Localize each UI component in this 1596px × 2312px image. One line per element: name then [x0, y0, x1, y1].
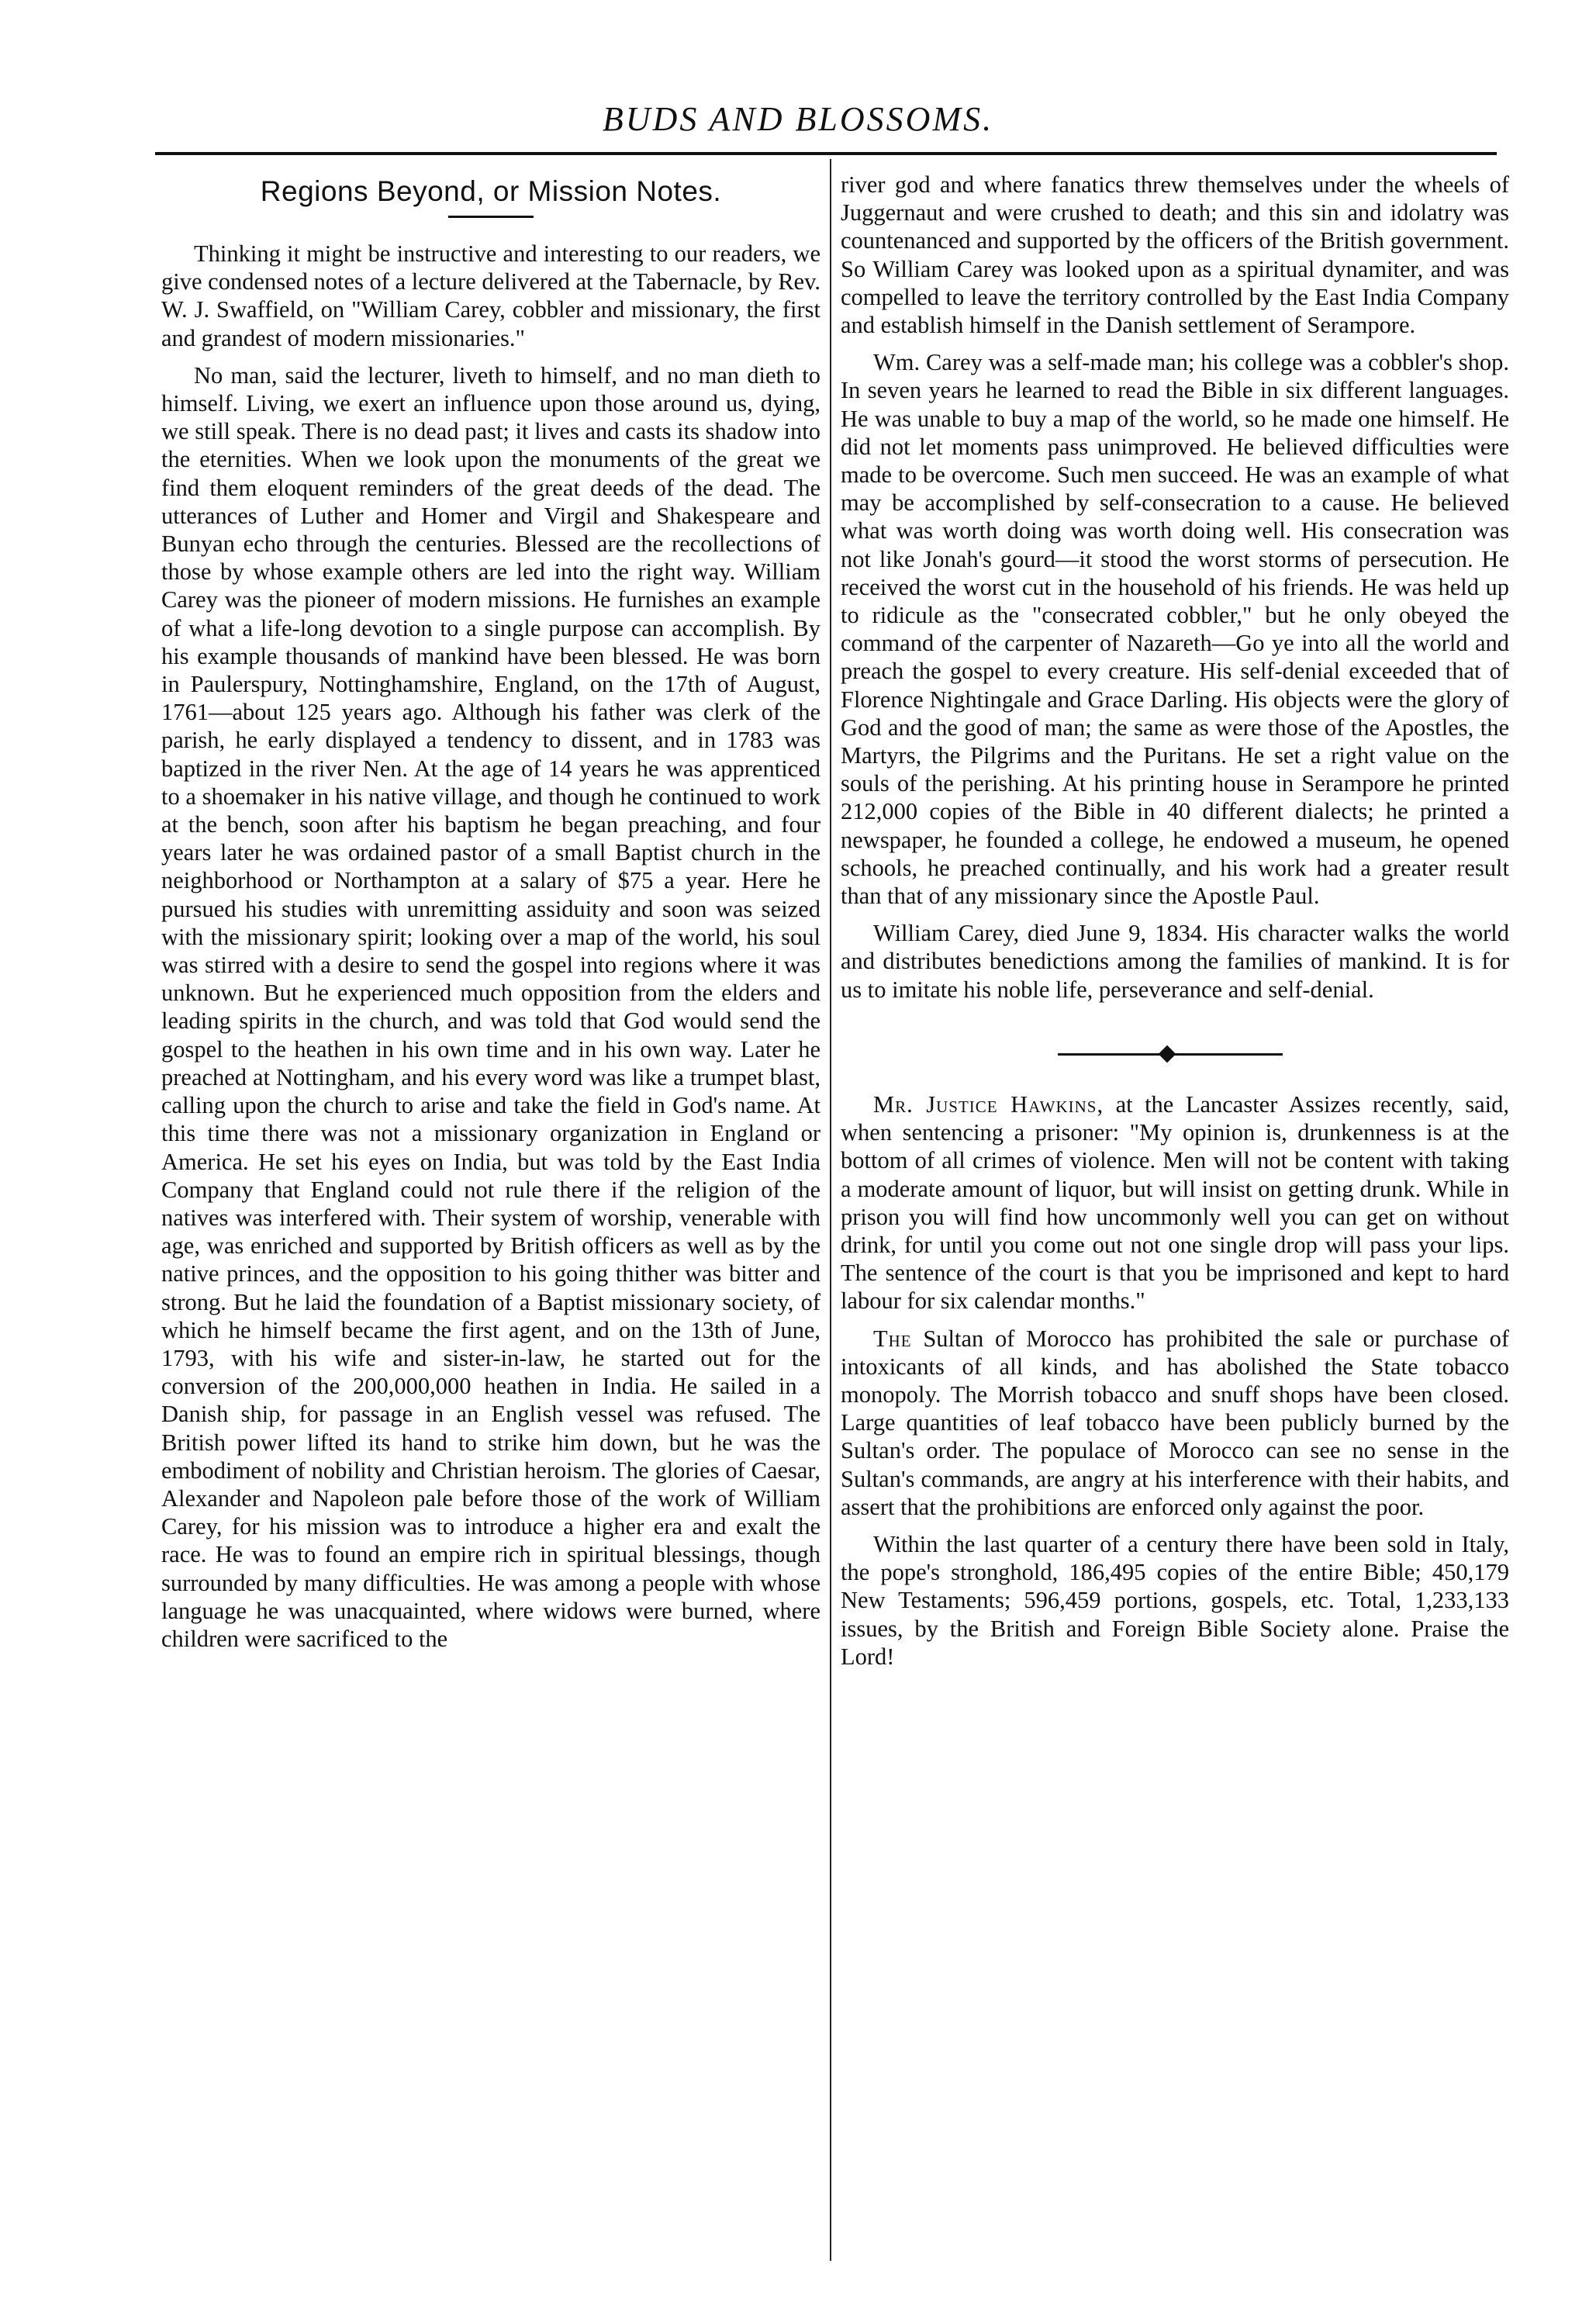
note-text: at the Lancaster Assizes recently, said, when sentencing a prisoner: "My opinion is, drunkenness is at the bottom of all crimes of violence. Men will not be content with taking a moderate amount of liquor, but will insist on getting drunk. While in prison you will find how uncommonly well you can get on without drink, for until you come out not one single drop will pass your lips. The sentence of the court is that you be imprisoned and kept to hard labour for six calendar months."	[841, 1090, 1509, 1315]
note-paragraph	[841, 1530, 1509, 1671]
note-paragraph	[841, 1090, 1509, 1315]
note-text: Within the last quarter of a century there have been sold in Italy, the pope's stronghold, 186,495 copies of the entire Bible; 450,179 New Testaments; 596,459 portions, gospels, etc. Total, 1,233,133 issues, by the British and Foreign Bible Society alone. Praise the Lord!	[841, 1530, 1509, 1670]
note-paragraph	[841, 1325, 1509, 1521]
article-intro-paragraph: Thinking it might be instructive and interesting to our readers, we give condensed notes of a lecture delivered at the Tabernacle, by Rev. W. J. Swaffield, on "William Carey, cobbler and missionary, the first and grandest of modern missionaries."	[161, 240, 820, 351]
title-rule	[448, 216, 534, 218]
header-rule	[155, 152, 1497, 155]
running-head: BUDS AND BLOSSOMS.	[602, 100, 994, 138]
note-lead: Mr. Justice Hawkins,	[873, 1090, 1104, 1118]
note-lead: The	[873, 1325, 912, 1352]
section-ornament	[841, 1038, 1509, 1069]
left-column	[161, 169, 820, 2265]
right-column	[841, 169, 1509, 2265]
article-closing-paragraph: William Carey, died June 9, 1834. His character walks the world and distributes benedictions among the families of mankind. It is for us to imitate his noble life, perseverance and self-denial.	[841, 920, 1509, 1003]
diamond-icon	[1159, 1045, 1176, 1063]
note-text: Sultan of Morocco has prohibited the sale or purchase of intoxicants of all kinds, and has abolished the State tobacco monopoly. The Morrish tobacco and snuff shops have been closed. Large quantities of leaf tobacco have been publicly burned by the Sultan's order. The populace of Morocco can see no sense in the Sultan's commands, are angry at his interference with their habits, and assert that the prohibitions are enforced only against the poor.	[841, 1325, 1509, 1520]
article-body-paragraph: Wm. Carey was a self-made man; his college was a cobbler's shop. In seven years he learned to read the Bible in six different languages. He was unable to buy a map of the world, so he made one himself. He did not let moments pass unimproved. He believed difficulties were made to be overcome. Such men succeed. He was an example of what may be accomplished by self-consecration to a cause. He believed what was worth doing was worth doing well. His consecration was not like Jonah's gourd—it stood the worst storms of persecution. He received the worst cut in the household of his friends. He was held up to ridicule as the "consecrated cobbler," but he only obeyed the command of the carpenter of Nazareth—Go ye into all the world and preach the gospel to every creature. His self-denial exceeded that of Florence Nightingale and Grace Darling. His objects were the glory of God and the good of man; the same as were those of the Apostles, the Martyrs, the Pilgrims and the Puritans. He set a right value on the souls of the perishing. At his printing house in Serampore he printed 212,000 copies of the Bible in 40 different dialects; he printed a newspaper, he founded a college, he endowed a museum, he opened schools, he preached continually, and his work had a greater result than that of any missionary since the Apostle Paul.	[841, 349, 1509, 910]
article-body-paragraph: No man, said the lecturer, liveth to himself, and no man dieth to himself. Living, we exert an influence upon those around us, dying, we still speak. There is no dead past; it lives and casts its shadow into the eternities. When we look upon the monuments of the great we find them eloquent reminders of the great deeds of the dead. The utterances of Luther and Homer and Virgil and Shakespeare and Bunyan echo through the centuries. Blessed are the recollections of those by whose example others are led into the right way. William Carey was the pioneer of modern missions. He furnishes an example of what a life-long devotion to a single purpose can accomplish. By his example thousands of mankind have been blessed. He was born in Paulerspury, Nottinghamshire, England, on the 17th of August, 1761—about 125 years ago. Although his father was clerk of the parish, he early displayed a tendency to dissent, and in 1783 was baptized in the river Nen. At the age of 14 years he was apprenticed to a shoemaker in his native village, and though he continued to work at the bench, soon after his baptism he began preaching, and four years later he was ordained pastor of a small Baptist church in the neighborhood or Northampton at a salary of $75 a year. Here he pursued his studies with unremitting assiduity and soon was seized with the missionary spirit; looking over a map of the world, his soul was stirred with a desire to send the gospel into regions where it was unknown. But he experienced much opposition from the elders and leading spirits in the church, and was told that God would send the gospel to the heathen in his own time and in his own way. Later he preached at Nottingham, and his every word was like a trumpet blast, calling upon the church to arise and take the field in God's name. At this time there was not a missionary organization in England or America. He set his eyes on India, but was told by the East India Company that England could not rule there if the religion of the natives was interfered with. Their system of worship, venerable with age, was enriched and supported by British officers as well as by the native princes, and the opposition to his going thither was bitter and strong. But he laid the foundation of a Baptist missionary society, of which he himself became the first agent, and on the 13th of June, 1793, with his wife and sister-in-law, he started out for the conversion of the 200,000,000 heathen in India. He sailed in a Danish ship, for passage in an English vessel was refused. The British power lifted its hand to strike him down, but he was the embodiment of nobility and Christian heroism. The glories of Caesar, Alexander and Napoleon pale before those of the work of William Carey, for his mission was to introduce a higher era and exalt the race. He was to found an empire rich in spiritual blessings, though surrounded by many difficulties. He was among a people with whose language he was unacquainted, where widows were burned, where children were sacrificed to the	[161, 361, 820, 1652]
column-divider	[830, 159, 831, 2261]
article-continuation-paragraph: river god and where fanatics threw themselves under the wheels of Juggernaut and were crushed to death; and this sin and idolatry was countenanced and supported by the officers of the British government. So William Carey was looked upon as a spiritual dynamiter, and was compelled to leave the territory controlled by the East India Company and establish himself in the Danish settlement of Serampore.	[841, 171, 1509, 339]
article-title: Regions Beyond, or Mission Notes.	[260, 175, 722, 207]
